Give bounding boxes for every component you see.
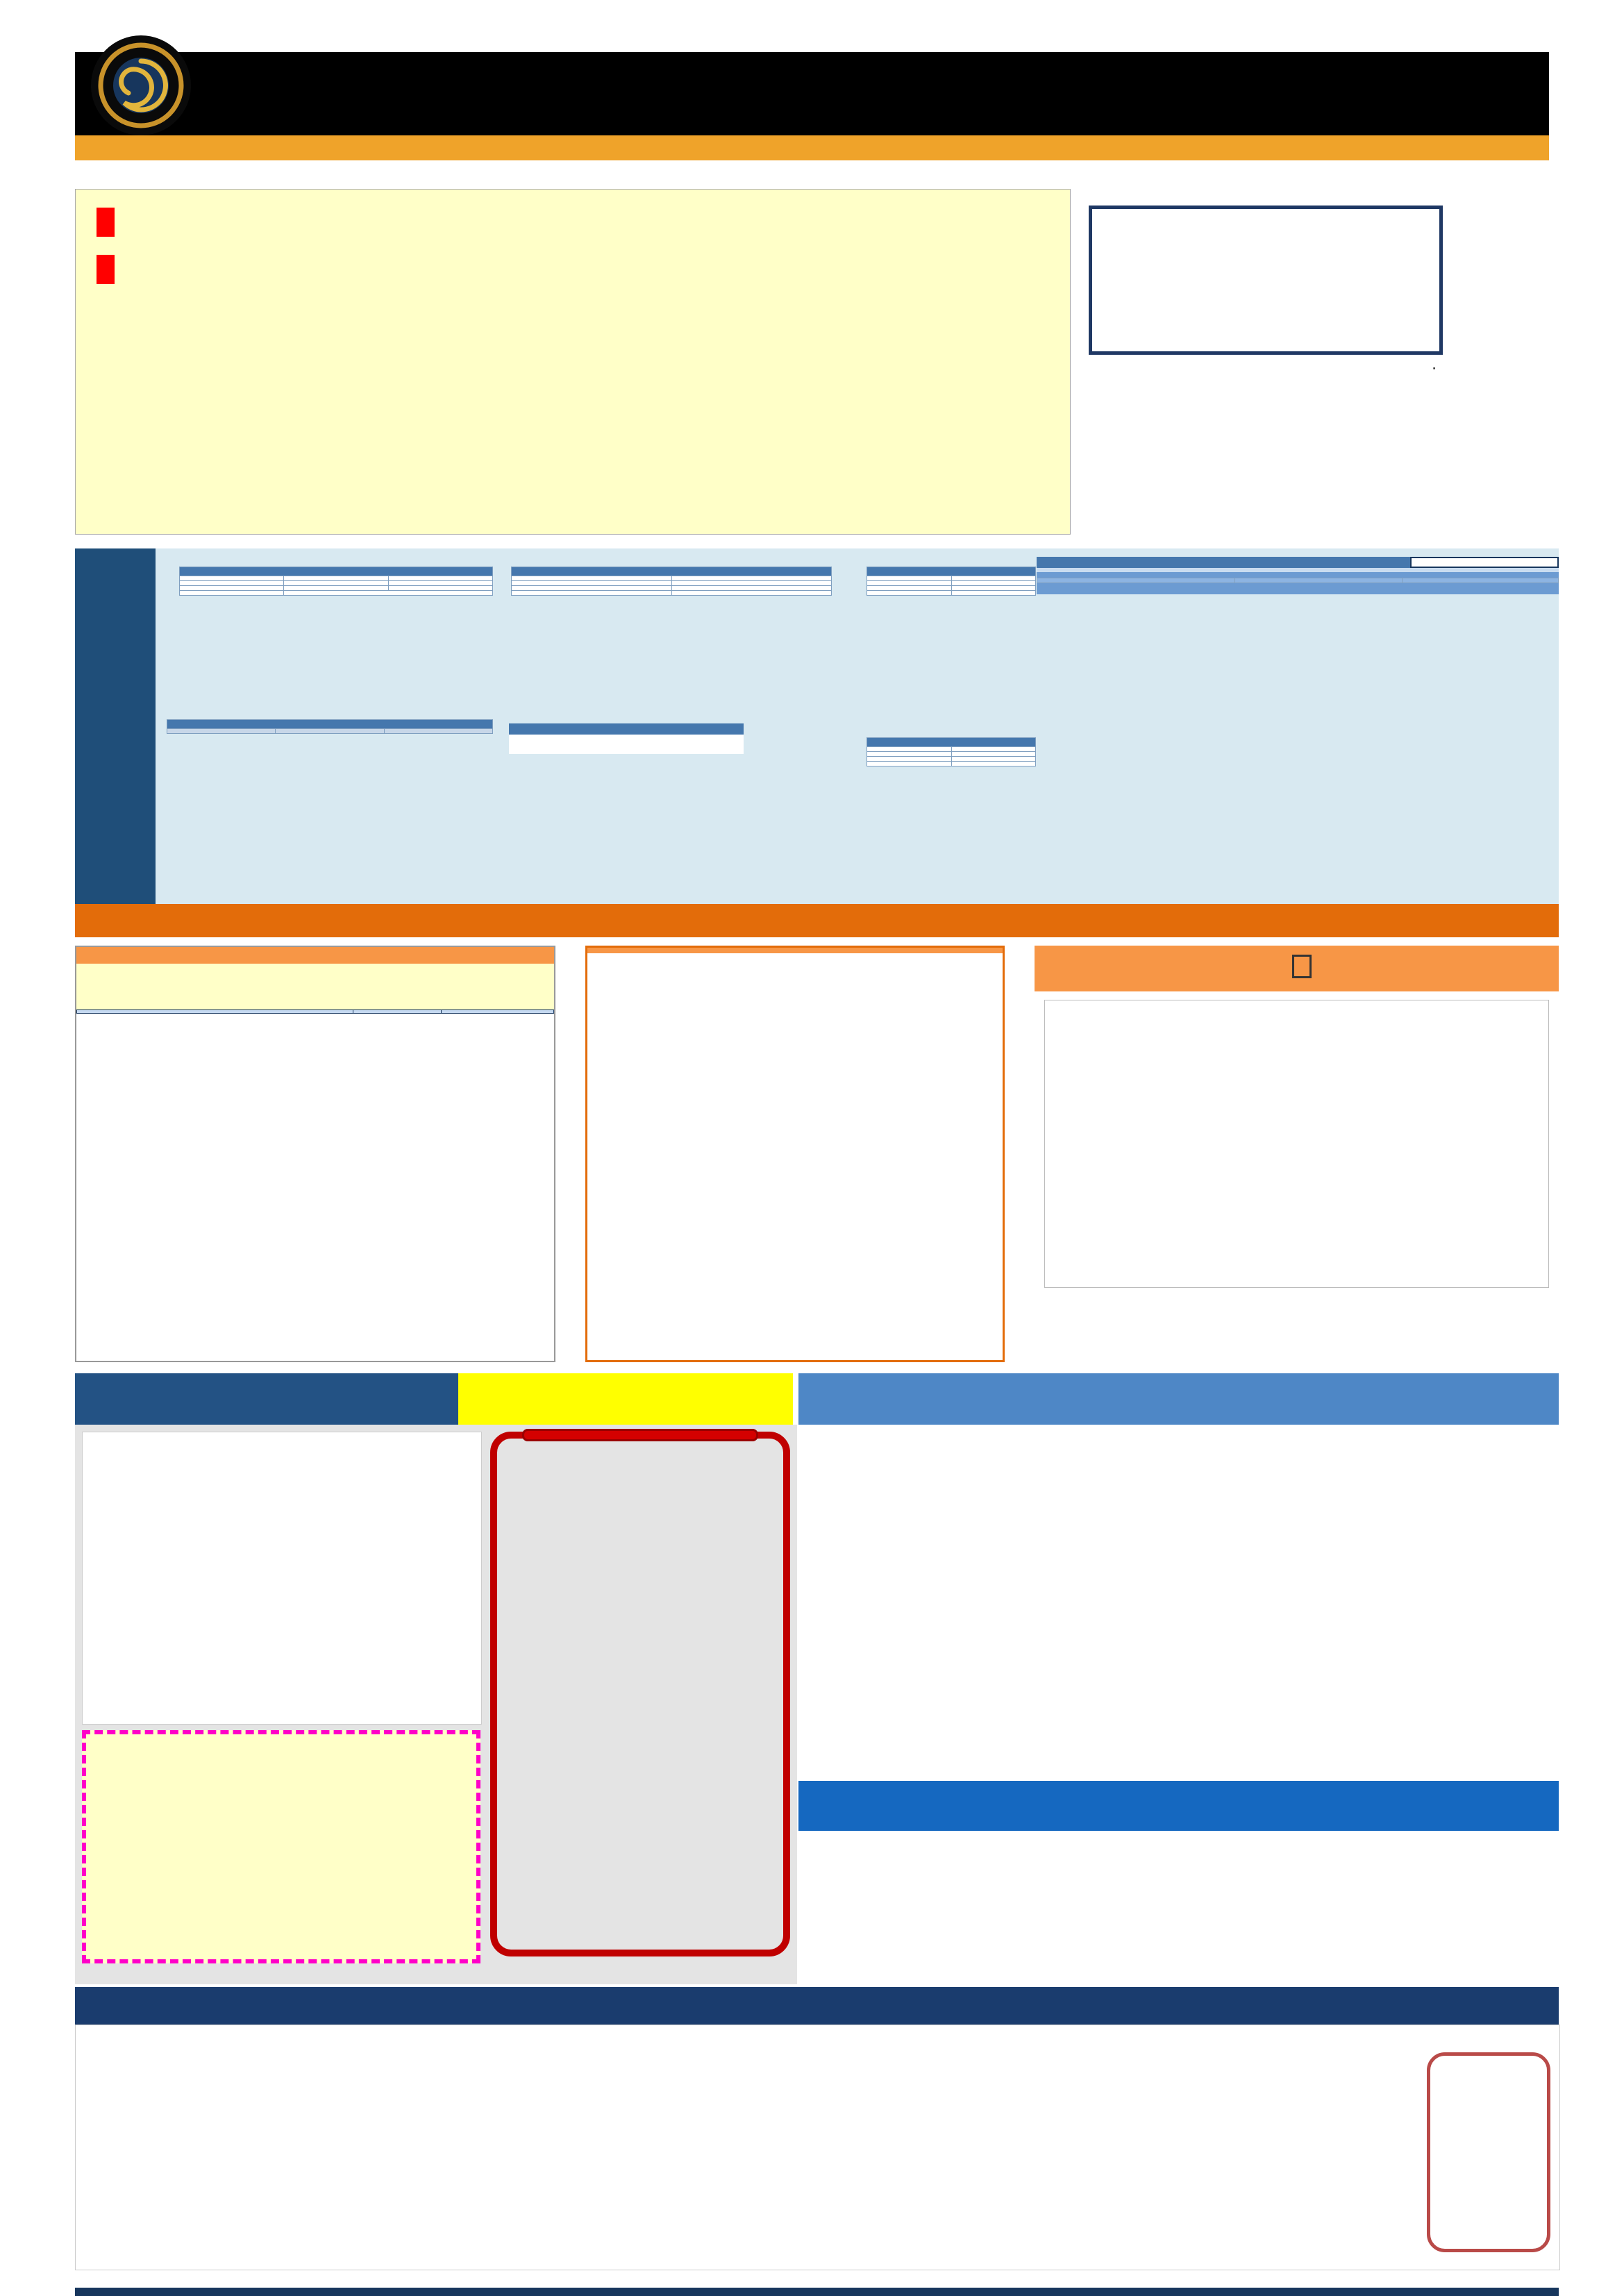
domestic-bond-title <box>522 1429 758 1441</box>
equities-table <box>1037 578 1559 583</box>
thai-policy-rate <box>509 735 744 754</box>
thai-policy-panel <box>509 723 744 781</box>
next-meeting <box>509 762 744 781</box>
bullet-icon <box>97 255 115 284</box>
markets-column <box>1037 557 1559 598</box>
debt-to-gdp <box>76 964 554 1009</box>
org-line <box>75 135 1549 160</box>
gdp-forecast-table <box>867 737 1036 770</box>
equities-title <box>1037 572 1559 578</box>
stray-dot: . <box>1432 353 1437 374</box>
bond-cap-header <box>75 1373 458 1425</box>
highlight-item <box>97 249 1049 284</box>
bullet-icon <box>97 208 115 237</box>
debt-portfolio-title <box>1035 946 1559 991</box>
gdp-share-chart <box>82 1432 482 1725</box>
yield-curve-header <box>75 1987 1559 2025</box>
tofu-glyph <box>1292 955 1312 978</box>
report-date <box>1089 206 1443 355</box>
bottom-bar <box>75 2288 1559 2296</box>
metals-title <box>1037 589 1559 594</box>
public-debt-title <box>76 947 554 964</box>
intl-reserve-value <box>1410 557 1559 568</box>
portfolio-line-chart <box>1045 1003 1547 1281</box>
thai-policy-title <box>509 723 744 735</box>
policy-rate-table <box>511 567 832 596</box>
auction-table-wrap <box>798 1432 1559 1434</box>
yield-end-labels <box>1427 2052 1550 2252</box>
debt-portfolio-chart <box>1044 1000 1549 1288</box>
currencies-table <box>167 719 493 737</box>
gdp-growth-table <box>867 567 1036 599</box>
top5-table-wrap <box>798 1836 1559 1838</box>
inflation-table <box>179 567 493 599</box>
highlight-item <box>97 202 1049 237</box>
debt-portfolio-panel <box>1035 946 1559 1362</box>
inflation-title <box>180 567 493 576</box>
intl-reserve-label <box>1037 557 1410 568</box>
macro-data-label <box>75 548 156 904</box>
yield-curve-chart <box>75 2025 1560 2270</box>
auction-header <box>798 1373 1559 1425</box>
public-debt-table <box>76 1009 554 1014</box>
currencies-title <box>167 720 493 729</box>
gdp-forecast-title <box>867 738 1036 747</box>
maturity-bar-chart <box>86 1734 475 1958</box>
maturity-profile-panel <box>82 1730 480 1963</box>
public-debt-panel <box>75 946 555 1362</box>
gdp-growth-title <box>867 567 1036 576</box>
header-bar <box>75 52 1549 135</box>
macro-data-section <box>75 548 1559 904</box>
public-debt-data-banner <box>75 904 1559 937</box>
debt-securities-header <box>587 948 1003 953</box>
gdp-share-svg <box>83 1436 480 1681</box>
policy-rate-title <box>512 567 832 576</box>
bond-cap-value <box>458 1373 793 1425</box>
top5-header <box>798 1781 1559 1831</box>
debt-securities-panel <box>585 946 1005 1362</box>
domestic-bond-panel <box>490 1432 790 1956</box>
investor-pie-chart <box>587 953 1003 1285</box>
oil-title <box>1037 583 1559 589</box>
highlights-panel <box>75 189 1071 535</box>
intl-reserve <box>1037 557 1559 568</box>
pdmo-logo-icon <box>89 33 193 137</box>
